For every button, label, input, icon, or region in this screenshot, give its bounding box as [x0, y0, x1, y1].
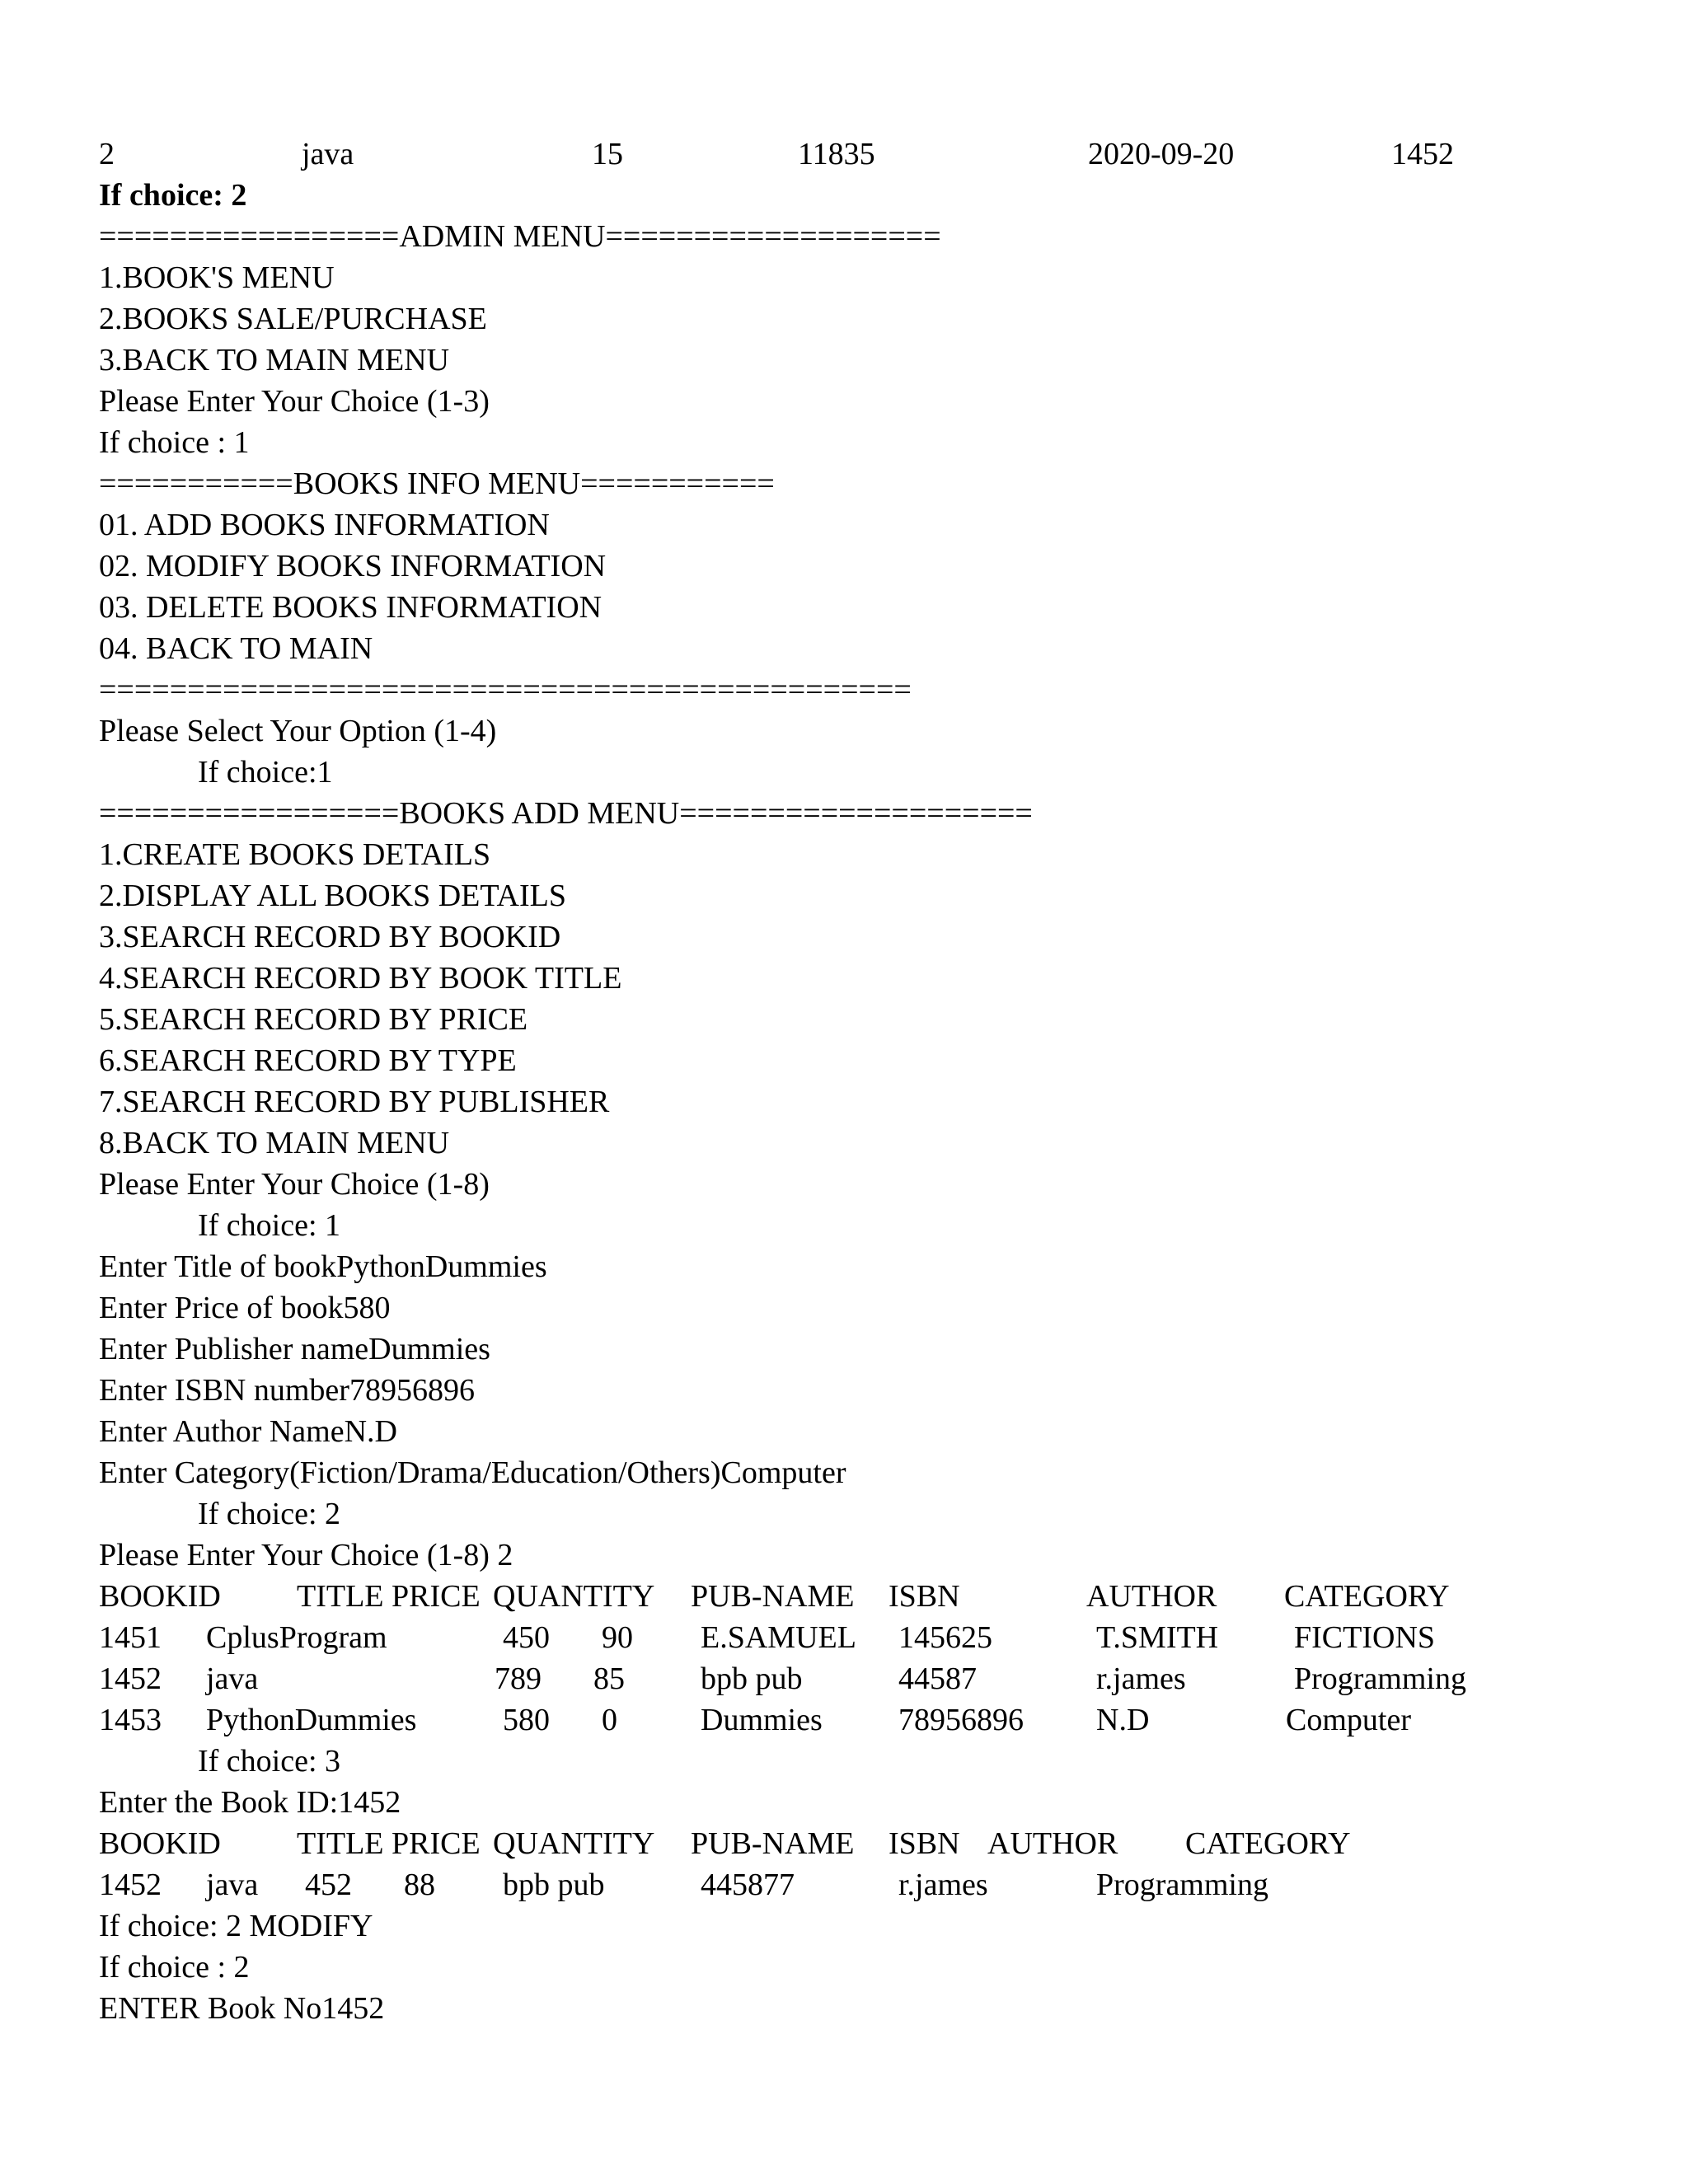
cell-title: PythonDummies [206, 1703, 417, 1737]
column-header: ISBN [889, 1579, 960, 1614]
column-header: PUB-NAME [691, 1826, 855, 1861]
cell-bookid: 1452 [99, 1661, 162, 1696]
cell-price: 789 [495, 1661, 542, 1696]
books-info-menu-item: 01. ADD BOOKS INFORMATION [99, 508, 550, 542]
admin-menu-item: 2.BOOKS SALE/PURCHASE [99, 302, 487, 336]
books-add-menu-item: 8.BACK TO MAIN MENU [99, 1126, 450, 1160]
books-info-menu-item: 03. DELETE BOOKS INFORMATION [99, 590, 603, 625]
prompt-display-line: Please Enter Your Choice (1-8) 2 [99, 1538, 513, 1572]
column-header: ISBN [889, 1826, 960, 1861]
cell-bookid: 1452 [99, 1868, 162, 1902]
cell-category: FICTIONS [1294, 1620, 1436, 1655]
cell-quantity: 88 [404, 1868, 435, 1902]
top-row-id: 2 [99, 137, 115, 171]
books-info-menu-item: 04. BACK TO MAIN [99, 631, 373, 666]
cell-quantity: 85 [593, 1661, 625, 1696]
cell-bookid: 1453 [99, 1703, 162, 1737]
books-add-menu-item: 4.SEARCH RECORD BY BOOK TITLE [99, 961, 622, 996]
books-add-menu-prompt: Please Enter Your Choice (1-8) [99, 1167, 490, 1202]
books-add-menu-choice: If choice: 1 [198, 1208, 341, 1243]
cell-isbn: 78956896 [898, 1703, 1024, 1737]
create-entry-publisher: Enter Publisher nameDummies [99, 1332, 490, 1366]
books-info-menu-separator: ============================================== [99, 673, 912, 707]
enter-book-id-line: Enter the Book ID:1452 [99, 1785, 401, 1820]
column-header: CATEGORY [1284, 1579, 1450, 1614]
column-header: TITLE PRICE [297, 1579, 481, 1614]
cell-price: 450 [503, 1620, 550, 1655]
top-row-qty: 15 [592, 137, 623, 171]
cell-bookid: 1451 [99, 1620, 162, 1655]
choice-2-heading: If choice: 2 [99, 178, 247, 213]
admin-menu-header: =================ADMIN MENU=================== [99, 219, 941, 254]
column-header: AUTHOR [987, 1826, 1118, 1861]
create-entry-isbn: Enter ISBN number78956896 [99, 1373, 475, 1408]
create-entry-title: Enter Title of bookPythonDummies [99, 1249, 547, 1284]
admin-menu-item: 3.BACK TO MAIN MENU [99, 343, 450, 377]
admin-menu-choice: If choice : 1 [99, 425, 250, 460]
books-add-menu-item: 3.SEARCH RECORD BY BOOKID [99, 920, 561, 954]
choice-last-line: If choice : 2 [99, 1950, 250, 1985]
top-row-title: java [302, 137, 354, 171]
column-header: QUANTITY [493, 1579, 655, 1614]
cell-title: CplusProgram [206, 1620, 387, 1655]
cell-title: java [206, 1868, 259, 1902]
cell-author: r.james [898, 1868, 988, 1902]
books-add-menu-item: 6.SEARCH RECORD BY TYPE [99, 1043, 517, 1078]
books-add-menu-item: 7.SEARCH RECORD BY PUBLISHER [99, 1085, 610, 1119]
books-add-menu-header: =================BOOKS ADD MENU==================== [99, 796, 1033, 831]
top-row-amount: 11835 [798, 137, 875, 171]
cell-pub-name: E.SAMUEL [701, 1620, 856, 1655]
create-entry-author: Enter Author NameN.D [99, 1414, 397, 1449]
cell-price: 580 [503, 1703, 550, 1737]
column-header: AUTHOR [1086, 1579, 1217, 1614]
cell-pub-name: Dummies [701, 1703, 823, 1737]
cell-quantity: 0 [602, 1703, 617, 1737]
cell-isbn: 445877 [701, 1868, 795, 1902]
cell-pub-name: bpb pub [701, 1661, 803, 1696]
top-row-bookid: 1452 [1391, 137, 1454, 171]
books-info-menu-prompt: Please Select Your Option (1-4) [99, 714, 497, 748]
cell-isbn: 145625 [898, 1620, 992, 1655]
cell-isbn: 44587 [898, 1661, 977, 1696]
column-header: CATEGORY [1185, 1826, 1351, 1861]
column-header: BOOKID [99, 1826, 221, 1861]
modify-line: If choice: 2 MODIFY [99, 1909, 373, 1943]
admin-menu-item: 1.BOOK'S MENU [99, 260, 335, 295]
top-row-date: 2020-09-20 [1088, 137, 1235, 171]
cell-quantity: 90 [602, 1620, 633, 1655]
cell-title: java [206, 1661, 259, 1696]
books-info-menu-choice: If choice:1 [198, 755, 333, 790]
cell-category: Computer [1286, 1703, 1411, 1737]
cell-price: 452 [305, 1868, 352, 1902]
choice-display-line: If choice: 2 [198, 1497, 341, 1531]
cell-author: r.james [1096, 1661, 1186, 1696]
column-header: BOOKID [99, 1579, 221, 1614]
books-info-menu-item: 02. MODIFY BOOKS INFORMATION [99, 549, 607, 583]
cell-category: Programming [1096, 1868, 1268, 1902]
books-add-menu-item: 1.CREATE BOOKS DETAILS [99, 837, 491, 872]
cell-author: N.D [1096, 1703, 1150, 1737]
cell-author: T.SMITH [1096, 1620, 1219, 1655]
admin-menu-prompt: Please Enter Your Choice (1-3) [99, 384, 490, 419]
books-info-menu-header: ===========BOOKS INFO MENU=========== [99, 466, 775, 501]
column-header: TITLE PRICE [297, 1826, 481, 1861]
column-header: PUB-NAME [691, 1579, 855, 1614]
enter-book-no-line: ENTER Book No1452 [99, 1991, 385, 2026]
create-entry-category: Enter Category(Fiction/Drama/Education/Others)Computer [99, 1455, 846, 1490]
cell-pub-name: bpb pub [503, 1868, 605, 1902]
column-header: QUANTITY [493, 1826, 655, 1861]
books-add-menu-item: 2.DISPLAY ALL BOOKS DETAILS [99, 879, 566, 913]
cell-category: Programming [1294, 1661, 1466, 1696]
books-add-menu-item: 5.SEARCH RECORD BY PRICE [99, 1002, 528, 1037]
choice-search-line: If choice: 3 [198, 1744, 341, 1779]
create-entry-price: Enter Price of book580 [99, 1291, 391, 1325]
